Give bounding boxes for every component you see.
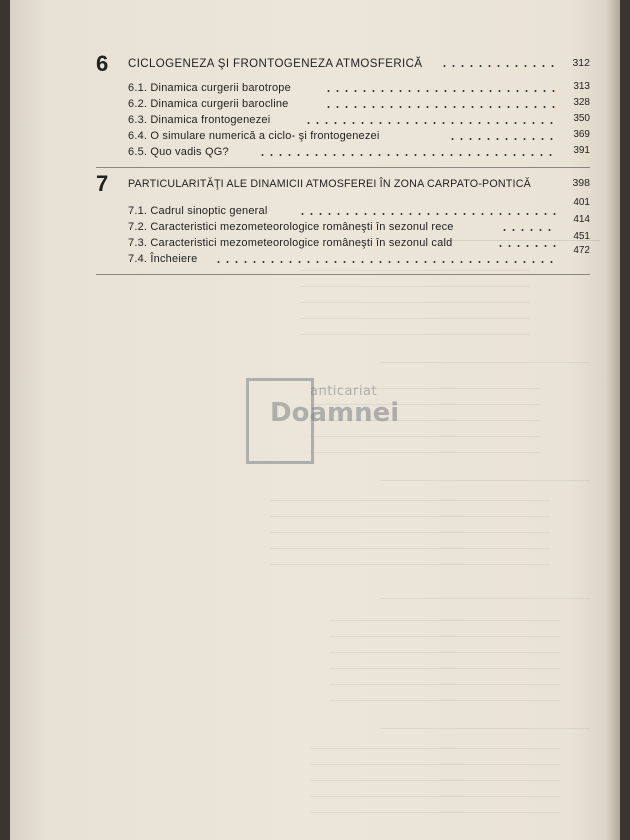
toc-entry-label: 6.2. Dinamica curgerii barocline: [128, 98, 289, 110]
dot-leader: [298, 210, 556, 218]
toc-entry[interactable]: [128, 231, 590, 253]
toc-entry-page: 369: [573, 129, 590, 140]
chapter-6-heading[interactable]: [96, 51, 590, 76]
dot-leader: [304, 119, 556, 127]
toc-entry-page: 350: [573, 113, 590, 124]
toc-entry-label: 6.4. O simulare numerică a ciclo- şi frontogenezei: [128, 130, 380, 142]
chapter-title: PARTICULARITĂŢI ALE DINAMICII ATMOSFEREI ÎN ZONA CARPATO-PONTICĂ: [128, 178, 531, 190]
dot-leader: [324, 87, 556, 95]
dot-leader: [258, 151, 556, 159]
toc-entry[interactable]: [128, 197, 590, 221]
toc-entry-page: 401: [573, 197, 590, 208]
toc-entry[interactable]: [128, 98, 590, 114]
toc-entry-page: 313: [573, 81, 590, 92]
toc-entry-label: 6.1. Dinamica curgerii barotrope: [128, 82, 291, 94]
toc-entry[interactable]: [128, 245, 590, 269]
toc-entry-label: 7.2. Caracteristici mezometeorologice româneşti în sezonul rece: [128, 221, 454, 233]
chapter-7-heading[interactable]: [96, 171, 590, 196]
chapter-page-number: 398: [572, 177, 590, 189]
watermark-line2: Doamnei: [270, 398, 400, 428]
toc-entry[interactable]: [128, 82, 590, 98]
toc-entry-page: 391: [573, 145, 590, 156]
toc-entry-page: 414: [573, 214, 590, 225]
dot-leader: [324, 103, 556, 111]
chapter-divider: [96, 167, 590, 168]
toc-entry-label: 6.3. Dinamica frontogenezei: [128, 114, 271, 126]
watermark-line1: anticariat: [310, 384, 378, 399]
dot-leader: [214, 258, 556, 266]
toc-entry-label: 7.3. Caracteristici mezometeorologice româneşti în sezonul cald: [128, 237, 453, 249]
book-page: [10, 0, 620, 840]
dot-leader: [440, 62, 556, 70]
chapter-number: 7: [96, 171, 109, 196]
chapter-page-number: 312: [572, 57, 590, 69]
toc-entry[interactable]: [128, 214, 590, 237]
chapter-number: 6: [96, 51, 109, 76]
toc-entry-label: 7.1. Cadrul sinoptic general: [128, 205, 268, 217]
dot-leader: [448, 135, 556, 143]
dot-leader: [496, 242, 556, 250]
toc-entry[interactable]: [128, 146, 590, 162]
chapter-divider: [96, 274, 590, 275]
page-edge-shadow: [606, 0, 620, 840]
toc-entry-page: 328: [573, 97, 590, 108]
toc-entry-label: 7.4. Încheiere: [128, 253, 198, 265]
chapter-title: CICLOGENEZA ŞI FRONTOGENEZA ATMOSFERICĂ: [128, 58, 423, 70]
toc-entry-page: 451: [573, 231, 590, 242]
dot-leader: [500, 226, 556, 234]
toc-entry[interactable]: [128, 114, 590, 130]
toc-entry-label: 6.5. Quo vadis QG?: [128, 146, 229, 158]
toc-entry-page: 472: [573, 245, 590, 256]
toc-entry[interactable]: [128, 130, 590, 146]
